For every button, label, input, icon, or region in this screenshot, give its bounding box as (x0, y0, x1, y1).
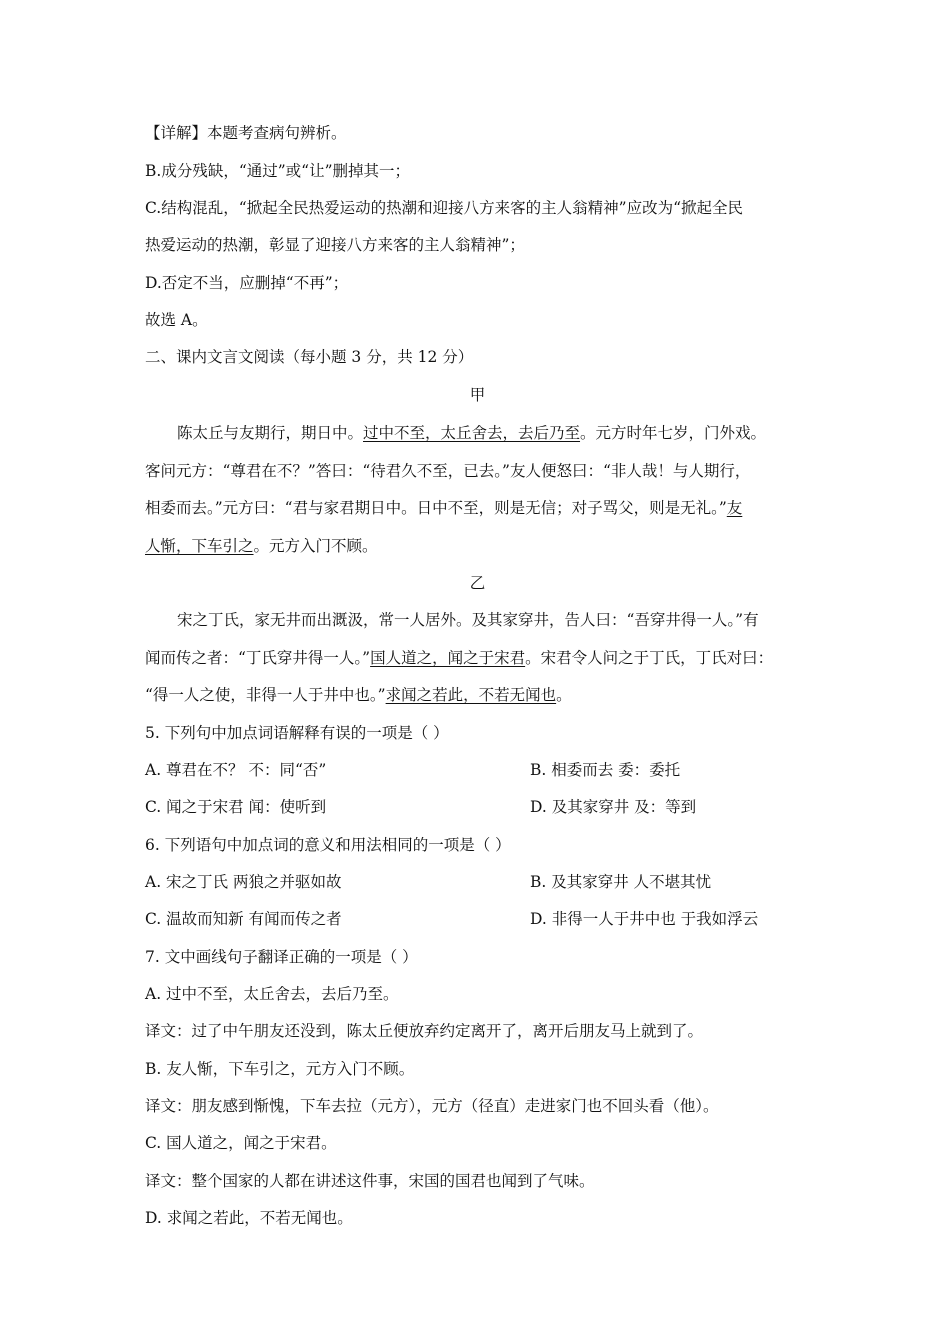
question-5-stem: 5. 下列句中加点词语解释有误的一项是（ ） (145, 724, 449, 742)
detail-line-c2: 热爱运动的热潮，彰显了迎接八方来客的主人翁精神”； (145, 236, 525, 254)
question-7-stem: 7. 文中画线句子翻译正确的一项是（ ） (145, 948, 418, 966)
question-5-row-2 (145, 797, 810, 817)
option-a: A. 尊君在不？ 不：同“否” (145, 761, 327, 779)
passage-b-line-1: 宋之丁氏，家无井而出溉汲，常一人居外。及其家穿井，告人曰：“吾穿井得一人。”有 (177, 611, 759, 629)
passage-b-label: 乙 (469, 574, 486, 592)
passage-a-line-4 (145, 536, 810, 556)
question-7-option-c: C. 国人道之，闻之于宋君。 (145, 1134, 337, 1152)
question-7-translation-b: 译文：朋友感到惭愧，下车去拉（元方），元方（径直）走进家门也不回头看（他）。 (145, 1097, 719, 1115)
option-b: B. 及其家穿井 人不堪其忧 (530, 873, 712, 891)
detail-line-d: D.否定不当，应删掉“不再”； (145, 274, 349, 292)
passage-a-text: 。元方时年七岁，门外戏。 (580, 424, 767, 442)
detail-heading: 【详解】本题考查病句辨析。 (145, 124, 347, 142)
detail-line-c1: C.结构混乱，“掀起全民热爱运动的热潮和迎接八方来客的主人翁精神”应改为“掀起全民 (145, 199, 744, 217)
passage-b-text: 。宋君令人问之于丁氏，丁氏对曰： (525, 649, 774, 667)
question-7-option-b: B. 友人惭，下车引之，元方入门不顾。 (145, 1060, 415, 1078)
question-6-row-1 (145, 872, 810, 892)
passage-a-line-3 (145, 498, 810, 518)
option-c: C. 闻之于宋君 闻：使听到 (145, 798, 327, 816)
question-7-option-a: A. 过中不至，太丘舍去，去后乃至。 (145, 985, 399, 1003)
underlined-sentence-2b: 人惭，下车引之 (145, 537, 254, 555)
passage-a-line-1 (177, 423, 810, 443)
question-6-row-2 (145, 909, 810, 929)
passage-b-line-3 (145, 685, 810, 705)
option-a: A. 宋之丁氏 两狼之并驱如故 (145, 873, 342, 891)
section-title: 二、课内文言文阅读（每小题 3 分，共 12 分） (145, 348, 474, 366)
question-7-translation-c: 译文：整个国家的人都在讲述这件事，宋国的国君也闻到了气味。 (145, 1172, 595, 1190)
option-d: D. 及其家穿井 及：等到 (530, 798, 697, 816)
question-7-translation-a: 译文：过了中午朋友还没到，陈太丘便放弃约定离开了，离开后朋友马上就到了。 (145, 1022, 704, 1040)
passage-a-text: 陈太丘与友期行，期日中。 (177, 424, 364, 442)
passage-a-text: 。元方入门不顾。 (253, 537, 378, 555)
passage-a-text: 相委而去。”元方曰：“君与家君期日中。日中不至，则是无信；对子骂父，则是无礼。” (145, 499, 727, 517)
passage-b-line-2 (145, 648, 810, 668)
passage-b-text: “得一人之使，非得一人于井中也。” (145, 686, 386, 704)
passage-a-line-2: 客问元方：“尊君在不？”答曰：“待君久不至，已去。”友人便怒曰：“非人哉！与人期行， (145, 462, 751, 480)
option-d: D. 非得一人于井中也 于我如浮云 (530, 910, 759, 928)
question-6-stem: 6. 下列语句中加点词的意义和用法相同的一项是（ ） (145, 836, 511, 854)
passage-b-text: 闻而传之者：“丁氏穿井得一人。” (145, 649, 371, 667)
passage-a-label: 甲 (469, 386, 486, 404)
underlined-sentence-1: 过中不至，太丘舍去，去后乃至 (363, 424, 581, 442)
underlined-sentence-4: 求闻之若此，不若无闻也 (385, 686, 557, 704)
underlined-sentence-2a: 友 (726, 499, 743, 517)
option-c: C. 温故而知新 有闻而传之者 (145, 910, 342, 928)
question-5-row-1 (145, 760, 810, 780)
detail-answer: 故选 A。 (145, 311, 208, 329)
option-b: B. 相委而去 委：委托 (530, 761, 681, 779)
detail-line-b: B.成分残缺，“通过”或“让”删掉其一； (145, 162, 411, 180)
underlined-sentence-3: 国人道之，闻之于宋君 (370, 649, 526, 667)
passage-b-text: 。 (556, 686, 572, 704)
question-7-option-d: D. 求闻之若此，不若无闻也。 (145, 1209, 353, 1227)
